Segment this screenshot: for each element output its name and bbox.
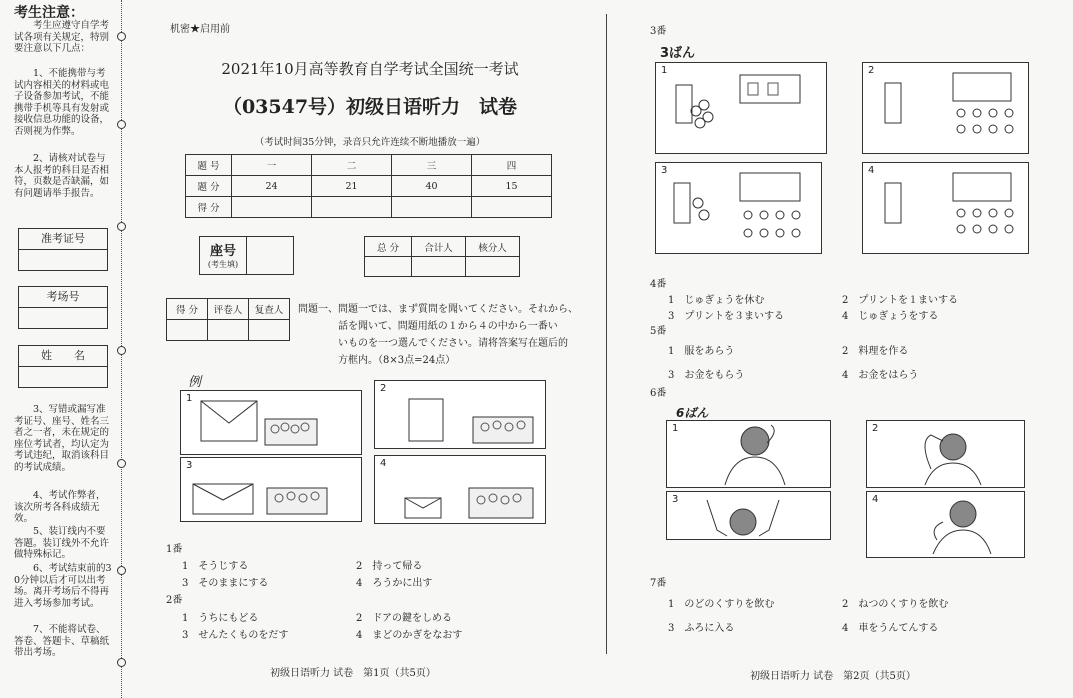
score-table-row-label: 得 分 [186, 197, 232, 218]
admission-number-field[interactable] [19, 250, 107, 270]
notice-item-6: 6、考试结束前的30分钟以后才可以出考场。离开考场后不得再进入考场参加考试。 [14, 563, 112, 609]
example-label: 例 [188, 375, 202, 390]
name-field[interactable] [19, 367, 107, 387]
q2-option-4: 4 まどのかぎをなおす [356, 630, 463, 641]
course-title: （03547号）初级日语听力 试卷 [222, 96, 518, 118]
grader-header: 评卷人 [208, 299, 249, 320]
question-2-label: 2番 [166, 595, 183, 606]
page1-footer: 初级日语听力 试卷 第1页（共5页） [270, 668, 436, 679]
name-label: 姓 名 [19, 346, 107, 367]
notice-item-1: 1、不能携带与考试内容相关的材料或电子设备参加考试，不能携带手机等具有发射或接收信息功能的设备，否则视为作弊。 [14, 68, 110, 137]
q7-option-4: 4 車をうんてんする [842, 623, 939, 634]
score-table-points: 40 [392, 176, 472, 197]
q6-picture-1: 1 [666, 420, 831, 488]
q6-picture-4: 4 [866, 491, 1025, 558]
binding-hole [117, 658, 126, 667]
q2-option-3: 3 せんたくものをだす [182, 630, 289, 641]
notice-item-4: 4、考试作弊者，该次所考各科成绩无效。 [14, 490, 106, 525]
grader-cell[interactable] [167, 320, 208, 341]
binding-hole [117, 566, 126, 575]
q4-option-1: 1 じゅぎょうを休む [668, 295, 765, 306]
q1-option-1: 1 そうじする [182, 561, 249, 572]
page-divider [606, 14, 607, 654]
exam-room-label: 考场号 [19, 287, 107, 308]
total-score-header: 总 分 [365, 237, 412, 257]
total-cell[interactable] [412, 257, 466, 277]
score-table-col: 二 [312, 155, 392, 176]
binding-hole [117, 32, 126, 41]
notice-item-2: 2、请核对试卷与本人报考的科目是否相符，页数是否缺漏，如有问题请举手报告。 [14, 153, 110, 199]
q4-option-2: 2 プリントを１まいする [842, 295, 958, 306]
example-picture-1: 1 [180, 390, 362, 455]
q5-option-4: 4 お金をはらう [842, 370, 919, 381]
confidential-mark: 机密★启用前 [170, 24, 230, 35]
page2-footer: 初级日语听力 试卷 第2页（共5页） [750, 671, 916, 682]
q7-option-3: 3 ふろに入る [668, 623, 735, 634]
q1-option-3: 3 そのままにする [182, 578, 269, 589]
score-table-points: 24 [232, 176, 312, 197]
example-picture-3: 3 [180, 457, 362, 522]
q1-option-2: 2 持って帰る [356, 561, 423, 572]
grader-cell[interactable] [208, 320, 249, 341]
example-picture-4: 4 [374, 455, 546, 524]
grader-score-header: 得 分 [167, 299, 208, 320]
score-cell[interactable] [392, 197, 472, 218]
score-cell[interactable] [472, 197, 552, 218]
admission-number-box[interactable] [18, 228, 108, 271]
admission-number-label: 准考证号 [19, 229, 107, 250]
seat-note: (考生填) [207, 260, 239, 269]
q5-option-2: 2 料理を作る [842, 346, 909, 357]
score-table-row-label: 题 号 [186, 155, 232, 176]
q5-option-1: 1 服をあらう [668, 346, 735, 357]
name-box[interactable] [18, 345, 108, 388]
q3-picture-title: 3ばん [660, 46, 696, 61]
q7-option-1: 1 のどのくすりを飲む [668, 599, 775, 610]
exam-room-box[interactable] [18, 286, 108, 329]
q4-option-4: 4 じゅぎょうをする [842, 311, 939, 322]
binding-hole [117, 346, 126, 355]
q7-option-2: 2 ねつのくすりを飲む [842, 599, 949, 610]
grader-cell[interactable] [249, 320, 290, 341]
score-table-col: 一 [232, 155, 312, 176]
score-table-col: 四 [472, 155, 552, 176]
reviewer-header: 复查人 [249, 299, 290, 320]
q6-picture-title: 6ばん [676, 406, 709, 420]
seat-number-field[interactable] [247, 237, 293, 274]
notice-title: 考生注意： [14, 5, 84, 21]
binding-hole [117, 120, 126, 129]
question-5-label: 5番 [650, 326, 667, 337]
question1-instruction: 問題一、問題一では、まず質問を聞いてください。それから、 話を聞いて、問題用紙の１から４の中から一番い いものを一つ選んでください。请将答案写在题后的 方框内。（8×3点=24点） [298, 304, 578, 366]
q3-picture-4: 4 [862, 162, 1029, 254]
q5-option-3: 3 お金をもらう [668, 370, 745, 381]
score-cell[interactable] [232, 197, 312, 218]
grader-table [166, 298, 290, 341]
example-picture-2: 2 [374, 380, 546, 449]
q4-option-3: 3 プリントを３まいする [668, 311, 784, 322]
q6-picture-2: 2 [866, 420, 1025, 488]
notice-item-3: 3、写错或漏写准考证号、座号、姓名三者之一者，未在规定的座位考试者，均认定为考试违纪，取消该科目的考试成绩。 [14, 404, 110, 473]
total-cell[interactable] [466, 257, 520, 277]
notice-item-7: 7、不能将试卷、答卷、答题卡、草稿纸带出考场。 [14, 624, 110, 659]
q3-picture-1: 1 [655, 62, 827, 154]
q3-picture-2: 2 [862, 62, 1029, 154]
score-table-col: 三 [392, 155, 472, 176]
score-table-row-label: 题 分 [186, 176, 232, 197]
exam-title: 2021年10月高等教育自学考试全国统一考试 [221, 60, 519, 78]
q3-picture-3: 3 [655, 162, 822, 254]
seat-label: 座号 [209, 244, 236, 259]
binding-hole [117, 459, 126, 468]
binding-hole [117, 222, 126, 231]
seat-number-box [199, 236, 294, 275]
score-table-points: 21 [312, 176, 392, 197]
q2-option-2: 2 ドアの鍵をしめる [356, 613, 453, 624]
question-1-label: 1番 [166, 544, 183, 555]
exam-room-field[interactable] [19, 308, 107, 328]
candidate-notice-sidebar [0, 0, 128, 698]
q2-option-1: 1 うちにもどる [182, 613, 259, 624]
exam-time-note: （考试时间35分钟，录音只允许连续不断地播放一遍） [254, 137, 486, 148]
question-7-label: 7番 [650, 578, 667, 589]
q1-option-4: 4 ろうかに出す [356, 578, 433, 589]
score-cell[interactable] [312, 197, 392, 218]
score-table-points: 15 [472, 176, 552, 197]
total-score-table [364, 236, 520, 277]
total-cell[interactable] [365, 257, 412, 277]
total-check-person-header: 核分人 [466, 237, 520, 257]
question-6-label: 6番 [650, 388, 667, 399]
question-3-label: 3番 [650, 26, 667, 37]
total-sum-person-header: 合计人 [412, 237, 466, 257]
notice-item-5: 5、装订线内不要答题。装订线外不允许做特殊标记。 [14, 526, 110, 561]
notice-intro: 考生应遵守自学考试各项有关规定，特别要注意以下几点： [14, 20, 110, 55]
score-table [185, 154, 552, 218]
question-4-label: 4番 [650, 279, 667, 290]
q6-picture-3: 3 [666, 491, 831, 540]
